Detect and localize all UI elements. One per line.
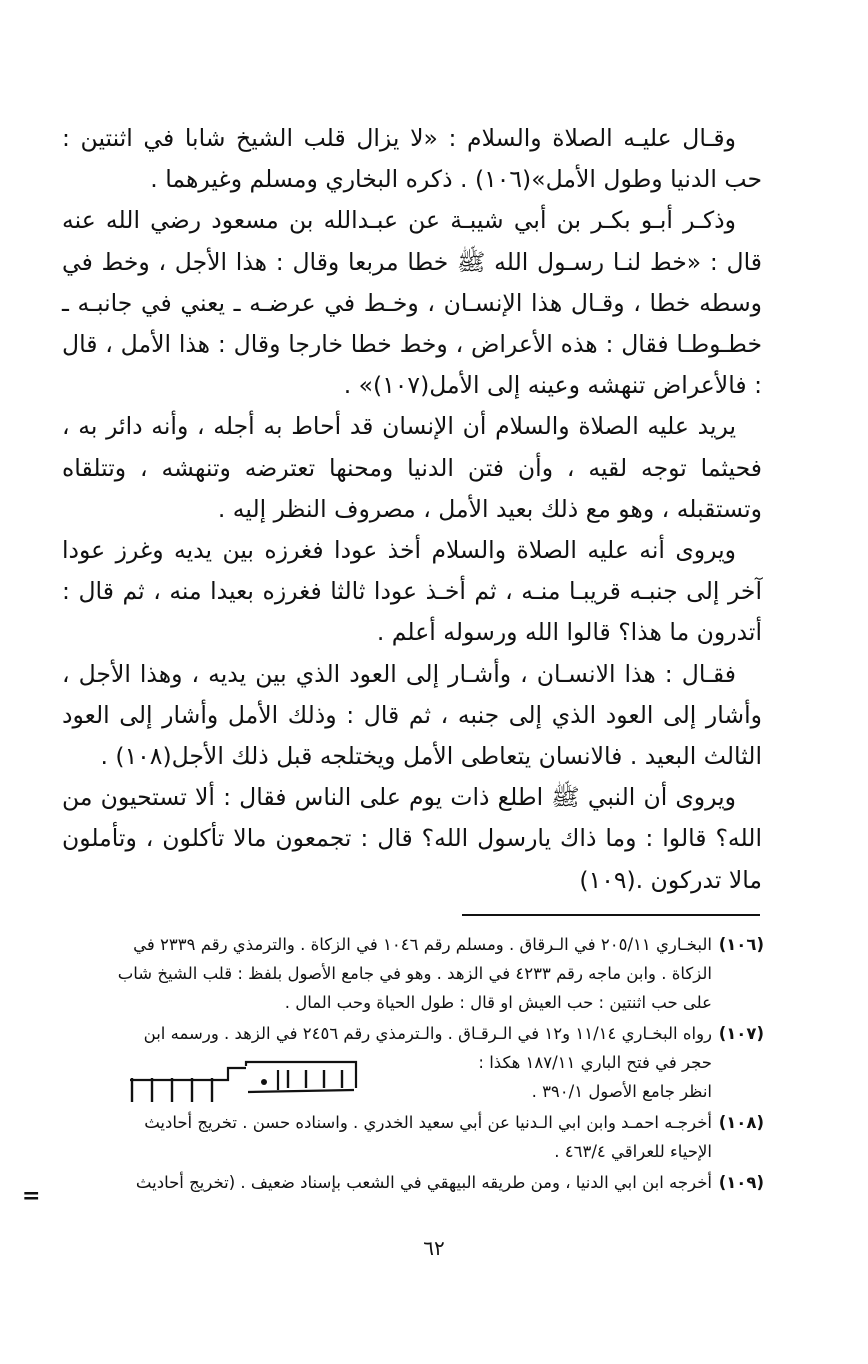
continuation-mark: = (22, 1183, 41, 1209)
paragraph: وقـال عليـه الصلاة والسلام : «لا يزال قلب الشيخ شابا في اثنتين : حب الدنيا وطول الأمل»(١٠٦) . ذكره البخاري ومسلم وغيرهما . (62, 124, 762, 194)
paragraph: فقـال : هذا الانسـان ، وأشـار إلى العود الذي بين يديه ، وهذا الأجل ، وأشار إلى العود الذي إلى جنبه ، ثم قال : وذلك الأمل وأشار إلى العود الثالث البعيد . فالانسان يتعاطى الأمل ويختلجه قبل ذلك الأجل(١٠٨) . (62, 659, 762, 771)
footnote-line: حجر في فتح الباري ١٨٧/١١ هكذا : (478, 1053, 712, 1072)
footnote-line: الإحياء للعراقي ٤٦٣/٤ . (554, 1142, 712, 1161)
main-text (62, 118, 762, 901)
paragraph: وذكـر أبـو بكـر بن أبي شيبـة عن عبـدالله بن مسعود رضي الله عنه قال : «خط لنـا رسـول الله ﷺ خطا مربعا وقال : هذا الأجل ، وخط في وسطه خطا ، وقـال هذا الإنسـان ، وخـط في عرضـه ـ يعني في جانبـه ـ خطـوطـا فقال : هذه الأعراض ، وخط خطا خارجا وقال : هذا الأمل ، قال : فالأعراض تنهشه وعينه إلى الأمل(١٠٧)» . (62, 206, 762, 400)
footnote-line: رواه البخـاري ١١/١٤ و١٢ في الـرقـاق . والـترمذي رقم ٢٤٥٦ في الزهد . ورسمه ابن (143, 1024, 712, 1043)
footnote (56, 930, 764, 1017)
footnote-line: الزكاة . وابن ماجه رقم ٤٢٣٣ في الزهد . وهو في جامع الأصول بلفظ : قلب الشيخ شاب (117, 964, 712, 983)
footnote-text (56, 1168, 712, 1197)
footnote-line: البخـاري ٢٠٥/١١ في الـرقاق . ومسلم رقم ١٠٤٦ في الزكاة . والترمذي رقم ٢٣٣٩ في (133, 935, 712, 954)
paragraph: ويروى أنه عليه الصلاة والسلام أخذ عودا فغرزه بين يديه وغرز عودا آخر إلى جنبـه قريبـا منـه ، ثم أخـذ عودا ثالثا فغرزه بعيدا منه ، ثم قال : أتدرون ما هذا؟ قالوا الله ورسوله أعلم . (62, 536, 762, 647)
footnote-line: أخرجـه احمـد وابن ابي الـدنيا عن أبي سعيد الخدري . واسناده حسن . تخريج أحاديث (144, 1113, 712, 1132)
footnote (56, 1168, 764, 1197)
footnote-text (56, 930, 712, 1017)
footnote-number: (١٠٧) (718, 1024, 764, 1043)
footnote (56, 1108, 764, 1166)
paragraph: ويروى أن النبي ﷺ اطلع ذات يوم على الناس فقال : ألا تستحيون من الله؟ قالوا : وما ذاك يارسول الله؟ قال : تجمعون مالا تأكلون ، وتأملون مالا تدركون .(١٠٩) (62, 783, 762, 894)
footnote-number: (١٠٩) (718, 1173, 764, 1192)
hadith-diagram-figure (128, 1060, 368, 1104)
footnote-line: على حب اثنتين : حب العيش او قال : طول الحياة وحب المال . (284, 993, 712, 1012)
footnote-number: (١٠٦) (718, 935, 764, 954)
footnote-text (56, 1108, 712, 1166)
footnote-number: (١٠٨) (718, 1113, 764, 1132)
paragraph: يريد عليه الصلاة والسلام أن الإنسان قد أحاط به أجله ، وأنه دائر به ، فحيثما توجه لقيه ، وأن فتن الدنيا ومحنها تعترضه وتنهشه ، وتتلقاه وتستقبله ، وهو مع ذلك بعيد الأمل ، مصروف النظر إليه . (62, 412, 762, 523)
page-number: ٦٢ (423, 1236, 445, 1260)
footnote-line: انظر جامع الأصول ٣٩٠/١ . (531, 1082, 712, 1101)
figure-dot (261, 1079, 267, 1085)
figure-ticks (132, 1070, 342, 1102)
figure-bracket (130, 1062, 356, 1092)
footnote-separator (462, 914, 760, 916)
footnote-line: أخرجه ابن ابي الدنيا ، ومن طريقه البيهقي في الشعب بإسناد ضعيف . (تخريج أحاديث (135, 1173, 712, 1192)
